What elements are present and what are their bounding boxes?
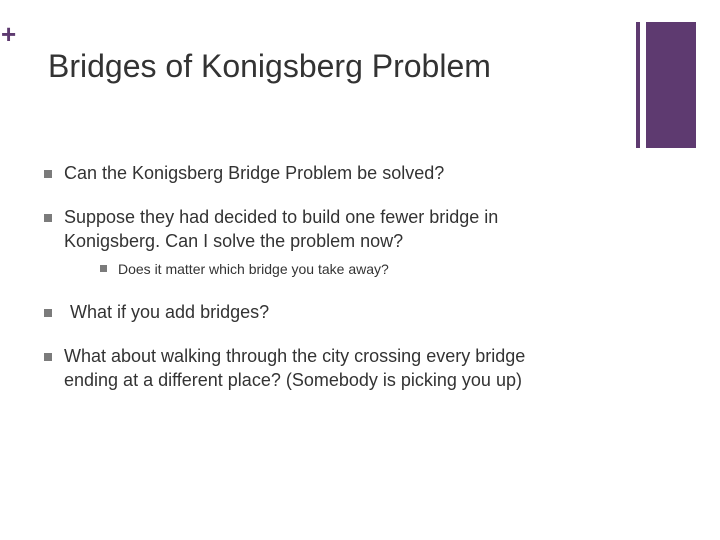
bullet-text: What about walking through the city crossing every bridge — [64, 346, 526, 366]
bullet-text: Can the Konigsberg Bridge Problem be solved? — [64, 163, 445, 183]
sub-bullet-marker — [100, 265, 107, 272]
accent-bar-thick — [646, 22, 696, 148]
bullet-text-continued: ending at a different place? (Somebody is picking you up) — [64, 370, 522, 390]
bullet-marker — [44, 353, 52, 361]
accent-bar-thin — [636, 22, 640, 148]
bullet-marker — [44, 170, 52, 178]
sub-bullet-text: Does it matter which bridge you take away? — [118, 261, 389, 277]
plus-icon: + — [1, 19, 17, 49]
bullet-text: What if you add bridges? — [70, 302, 270, 322]
bullet-text-continued: Konigsberg. Can I solve the problem now? — [64, 231, 404, 251]
bullet-marker — [44, 214, 52, 222]
slide-title: Bridges of Konigsberg Problem — [48, 48, 491, 84]
bullet-marker — [44, 309, 52, 317]
bullet-text: Suppose they had decided to build one fewer bridge in — [64, 207, 499, 227]
